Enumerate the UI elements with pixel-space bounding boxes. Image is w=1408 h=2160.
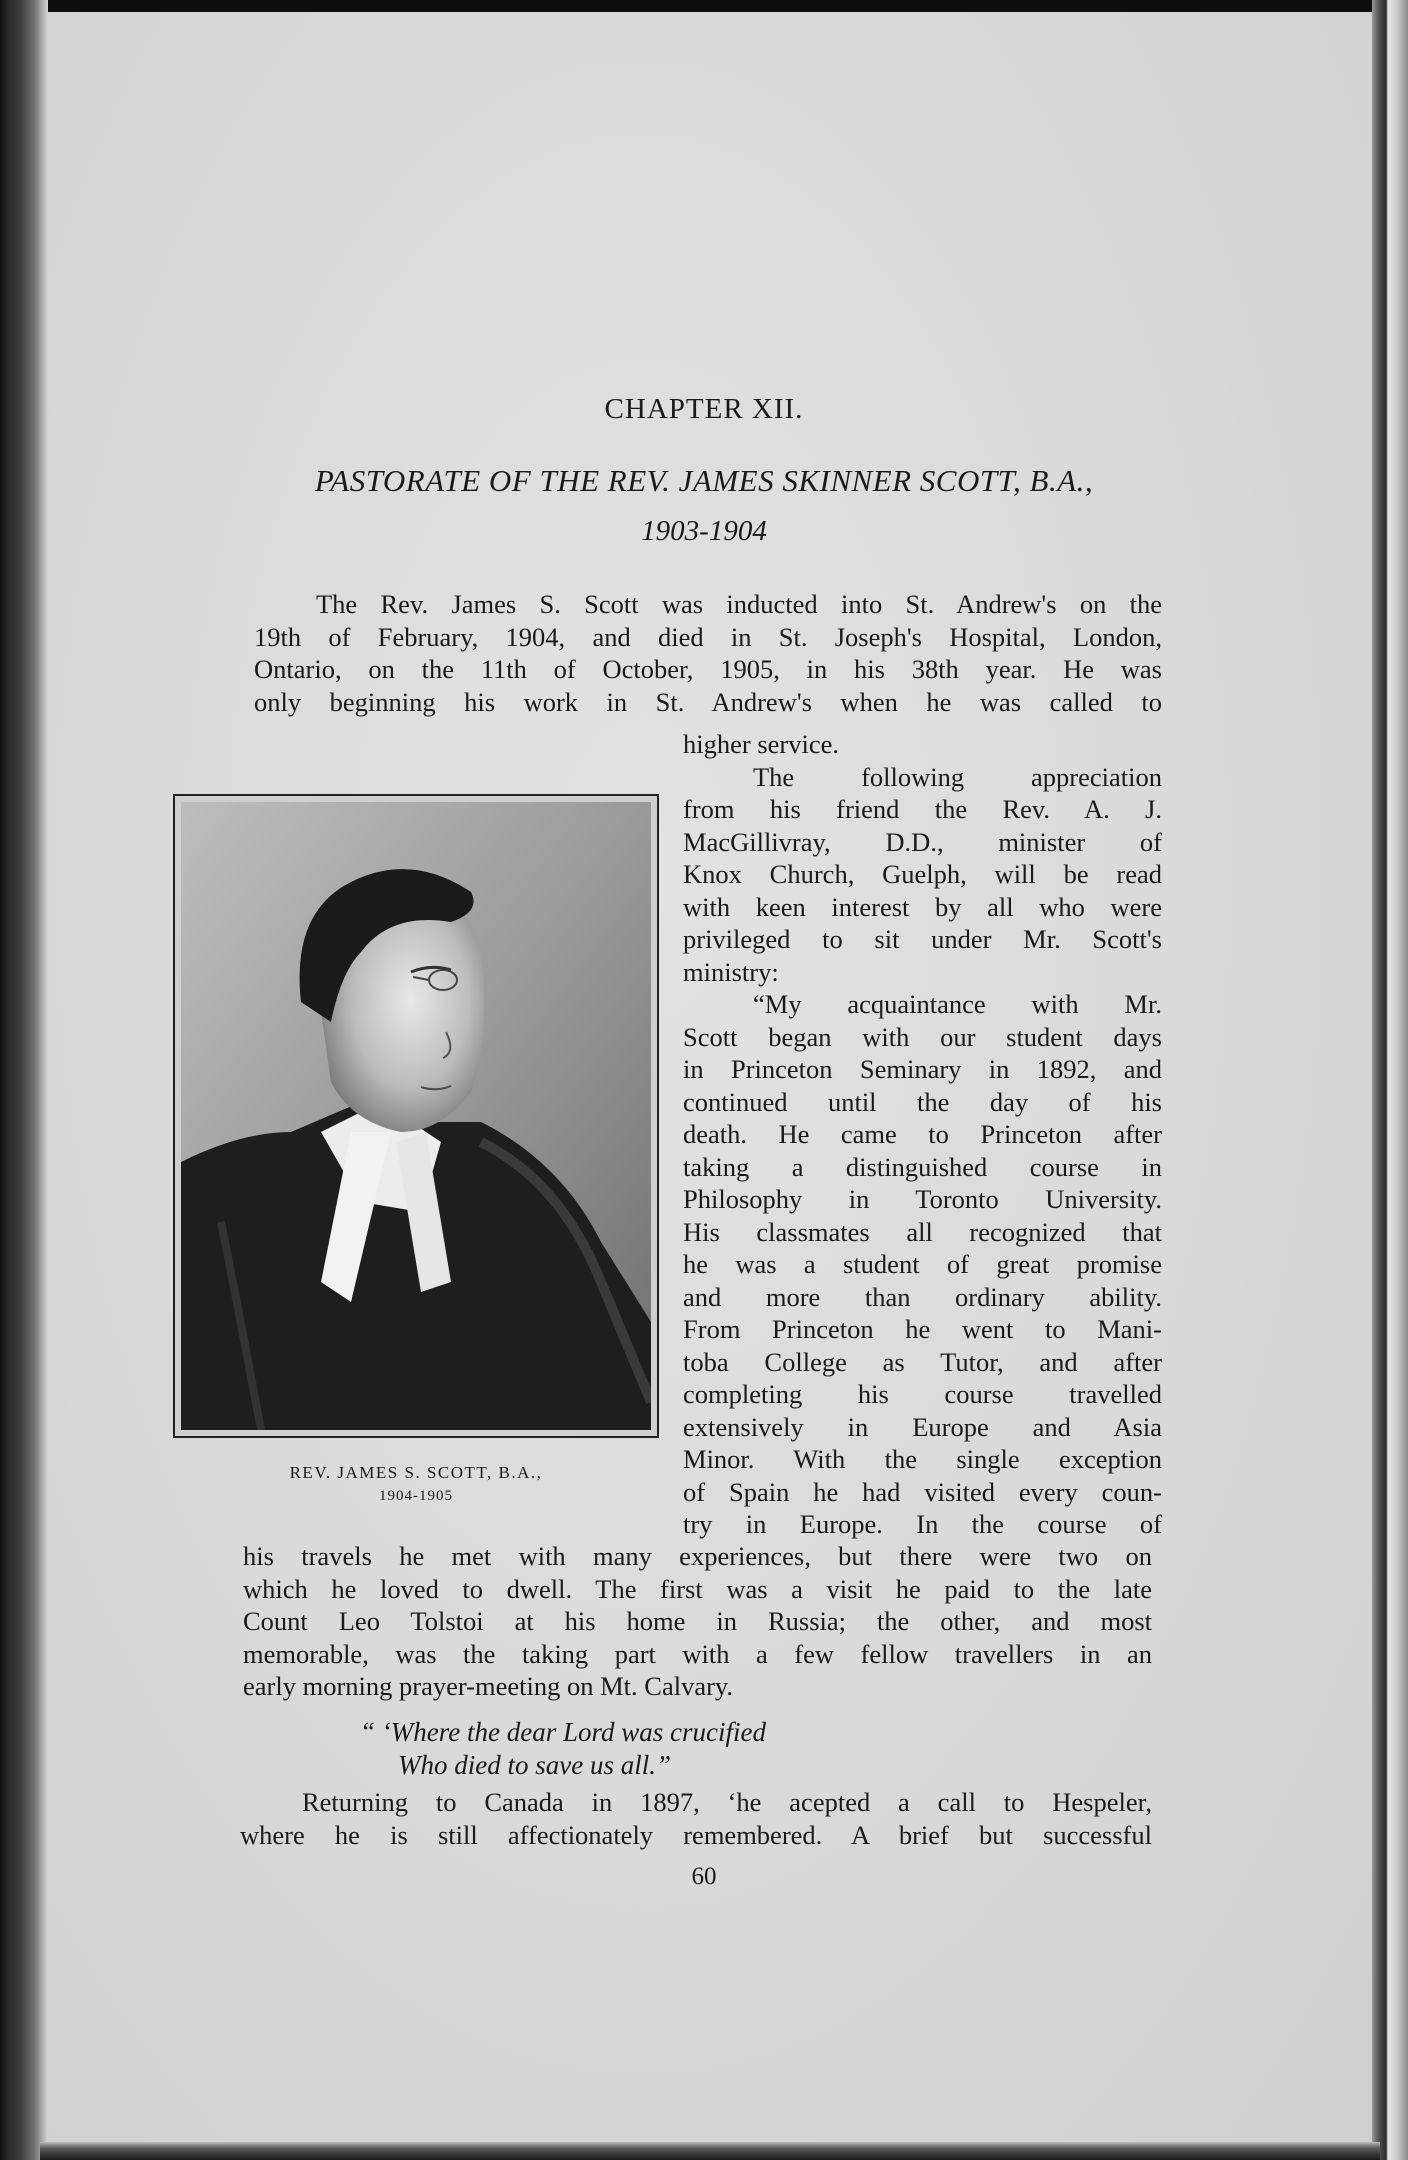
text-line: completing his course travelled [683,1379,1162,1409]
text-line: only beginning his work in St. Andrew's when he was called to [254,686,1162,717]
text-line: “My acquaintance with Mr. [753,989,1162,1019]
text-line: taking a distinguished course in [683,1151,1162,1182]
text-line: Ontario, on the 11th of October, 1905, in his 38th year. He was [254,654,1162,684]
scan-right-border [1372,0,1408,2160]
text-line: he was a student of great promise [683,1249,1162,1279]
text-line: Scott began with our student days [683,1021,1162,1052]
text-line: toba College as Tutor, and after [683,1346,1162,1377]
text-line: with keen interest by all who were [683,891,1162,922]
photo-caption-name: REV. JAMES S. SCOTT, B.A., [289,1463,543,1482]
text-line: MacGillivray, D.D., minister of [683,826,1162,857]
text-line: early morning prayer-meeting on Mt. Calvary. [243,1671,734,1701]
portrait-photo [173,794,659,1438]
text-line: Knox Church, Guelph, will be read [683,859,1162,889]
chapter-title: PASTORATE OF THE REV. JAMES SKINNER SCOTT, B.A., [314,463,1094,498]
text-line: The following appreciation [753,761,1162,792]
narrow-column-text [683,728,1162,1541]
text-line: death. He came to Princeton after [683,1119,1162,1149]
text-line: extensively in Europe and Asia [683,1411,1162,1442]
text-line: Count Leo Tolstoi at his home in Russia; the other, and most [243,1606,1152,1636]
paragraph-intro [254,588,1162,718]
text-line: in Princeton Seminary in 1892, and [683,1054,1162,1084]
text-line: Minor. With the single exception [683,1444,1162,1474]
paragraph-travels [243,1540,1152,1703]
quoted-verse [360,1716,1000,1782]
text-line: ministry: [683,956,779,987]
text-line: continued until the day of his [683,1086,1162,1117]
text-line: Philosophy in Toronto University. [683,1184,1162,1214]
text-line: where he is still affectionately remembered. A brief but successful [240,1819,1152,1850]
text-line: his travels he met with many experiences, but there were two on [243,1541,1152,1571]
text-line: The Rev. James S. Scott was inducted into St. Andrew's on the [316,589,1162,619]
text-line: From Princeton he went to Mani- [683,1314,1162,1344]
verse-line: “ ‘Where the dear Lord was crucified [360,1717,766,1747]
text-line: Returning to Canada in 1897, ‘he acepted a call to Hespeler, [302,1787,1152,1817]
photo-caption-years: 1904-1905 [379,1488,453,1504]
verse-line: Who died to save us all.” [398,1750,671,1780]
page-number: 60 [691,1863,717,1890]
portrait-illustration [181,802,651,1430]
text-line: higher service. [683,729,839,759]
paragraph-return [240,1786,1152,1851]
scan-left-border [0,0,48,2160]
scan-bottom-border [40,2142,1380,2160]
chapter-heading: CHAPTER XII. [604,393,804,425]
text-line: 19th of February, 1904, and died in St. Joseph's Hospital, London, [254,621,1162,652]
text-line: try in Europe. In the course of [683,1509,1162,1539]
text-line: and more than ordinary ability. [683,1281,1162,1312]
text-line: memorable, was the taking part with a few fellow travellers in an [243,1638,1152,1669]
text-line: from his friend the Rev. A. J. [683,794,1162,824]
text-line: His classmates all recognized that [683,1216,1162,1247]
text-line: privileged to sit under Mr. Scott's [683,924,1162,954]
text-line: of Spain he had visited every coun- [683,1476,1162,1507]
text-line: which he loved to dwell. The first was a visit he paid to the late [243,1573,1152,1604]
chapter-years: 1903-1904 [641,515,767,547]
